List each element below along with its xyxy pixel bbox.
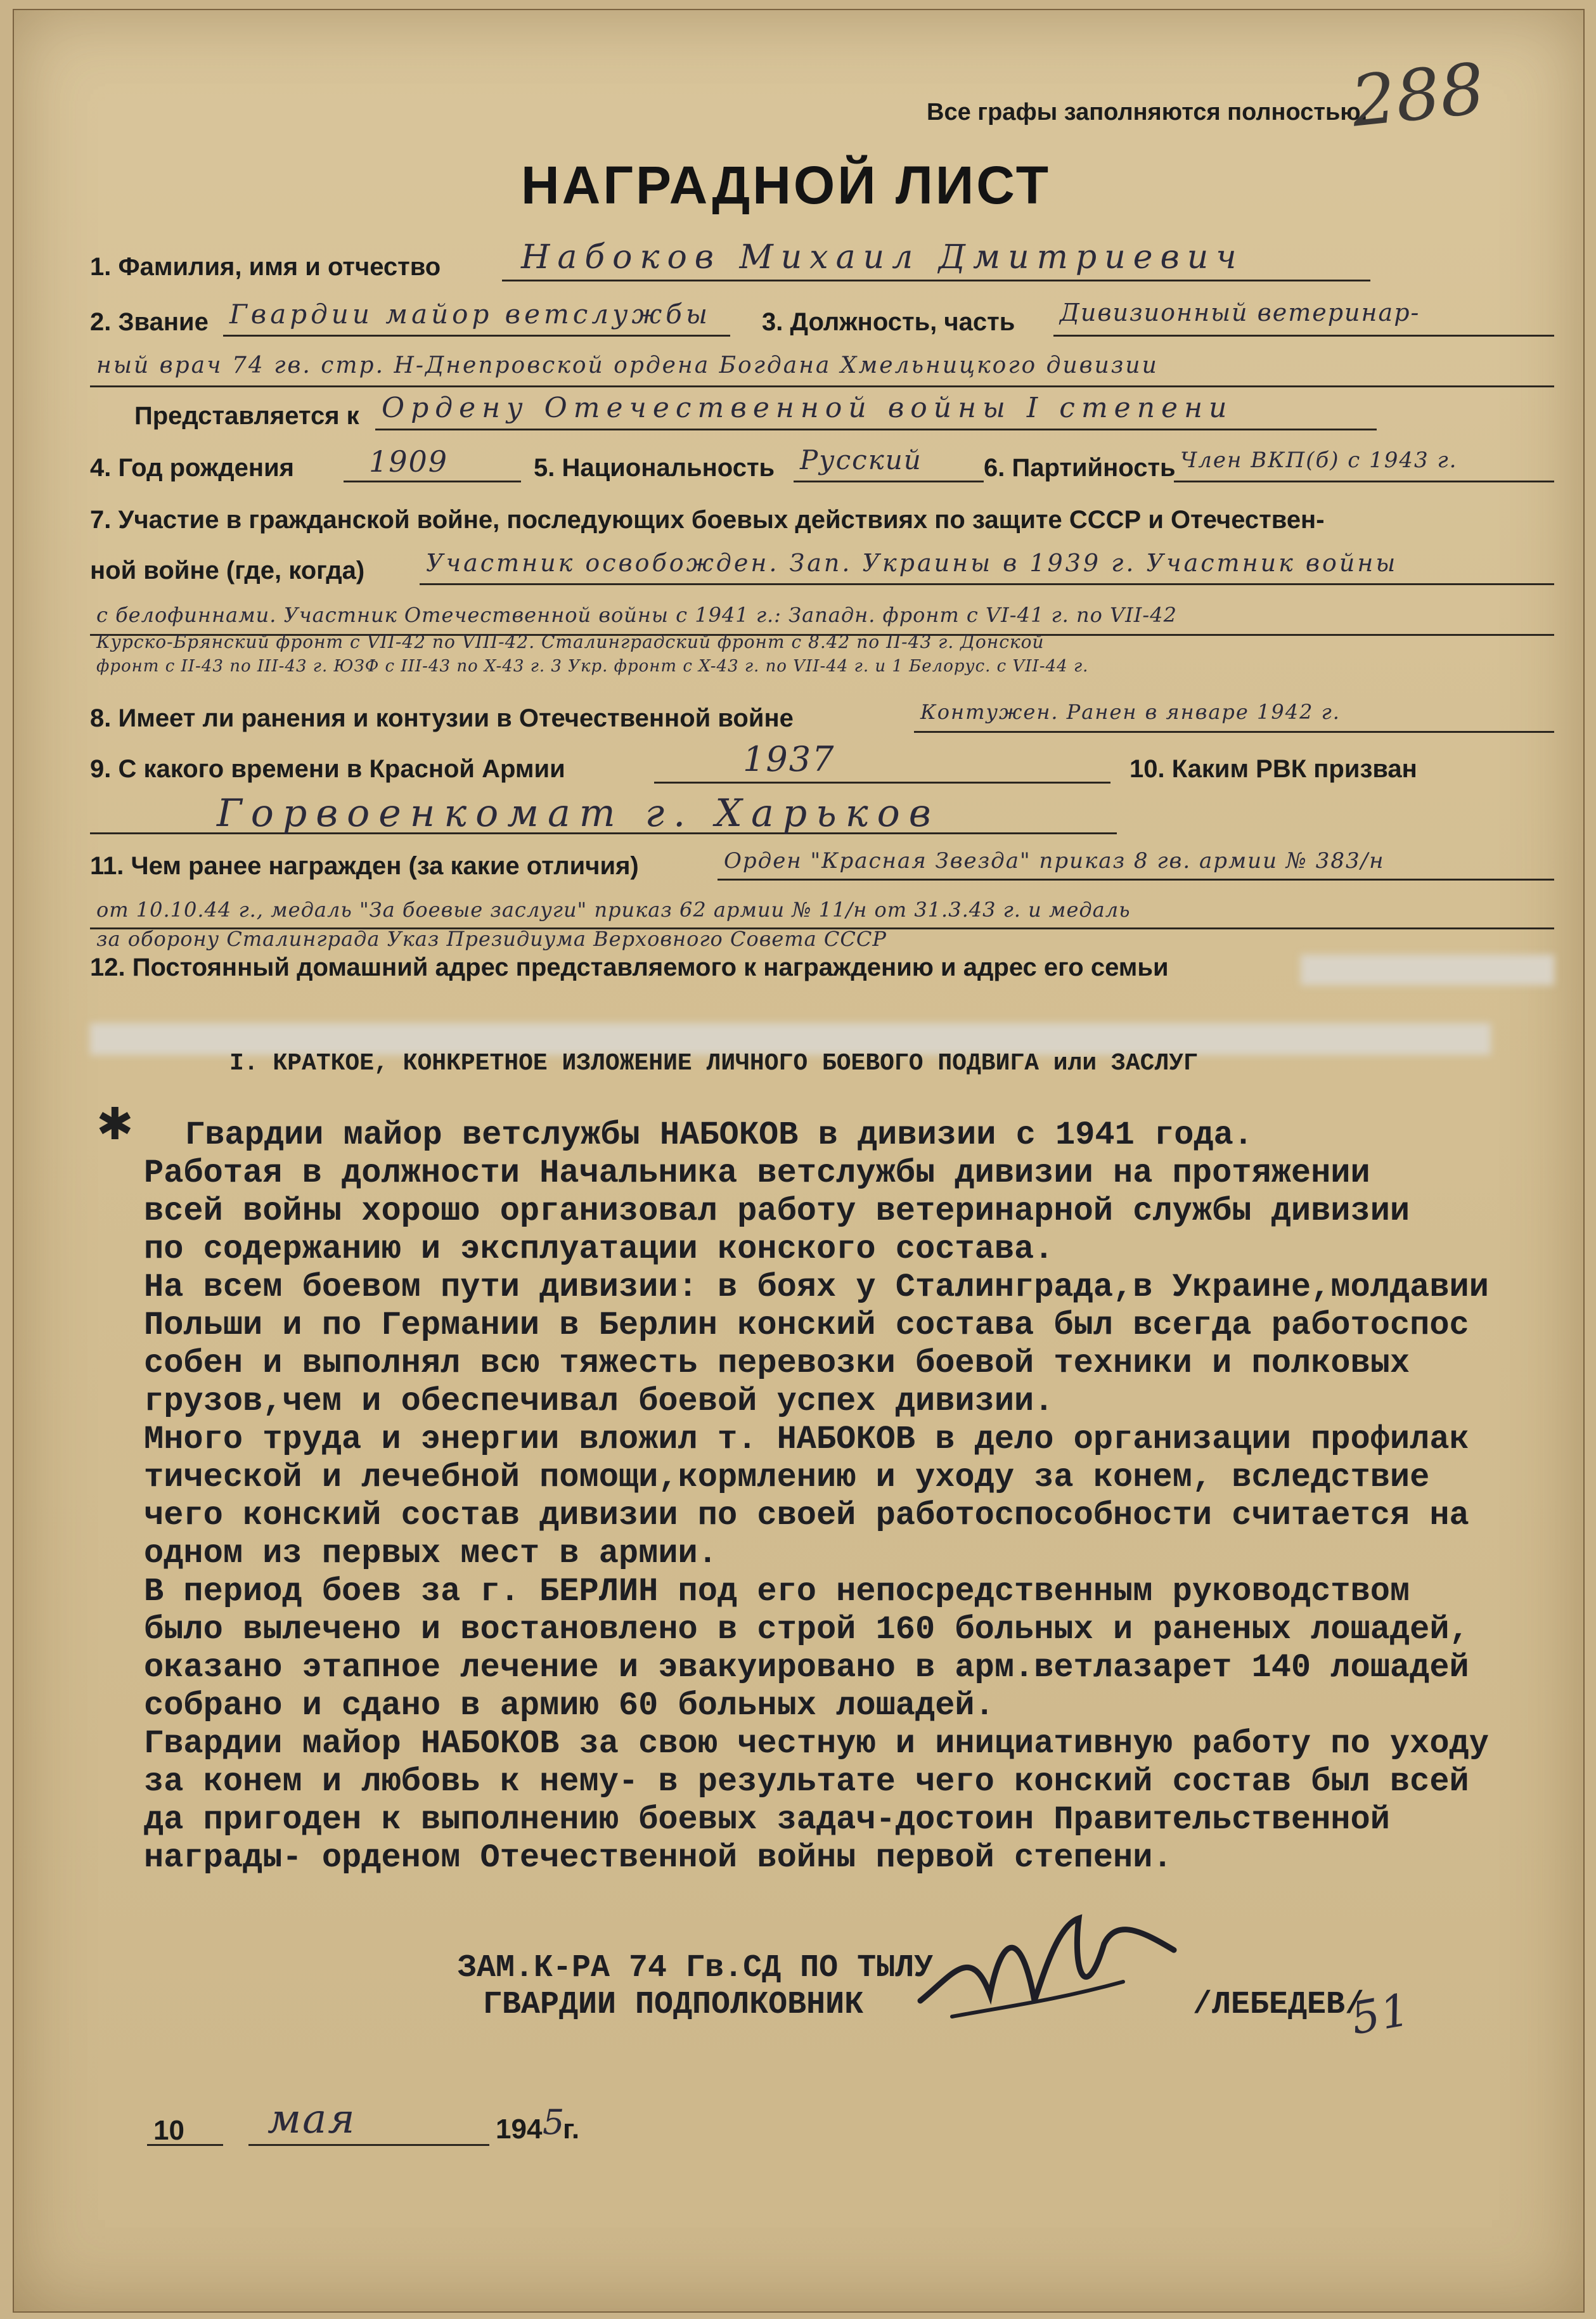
feat-line: Много труда и энергии вложил т. НАБОКОВ в дело организации профилак [144, 1421, 1469, 1458]
field-9-line [654, 782, 1110, 784]
field-7-value-2: с белофиннами. Участник Отечественной войны с 1941 г.: Западн. фронт с VI-41 г. по VII-42 [96, 603, 1177, 627]
field-12-label: 12. Постоянный домашний адрес представляемого к награждению и адрес его семьи [90, 953, 1169, 981]
feat-line: Работая в должности Начальника ветслужбы дивизии на протяжении [144, 1154, 1370, 1192]
field-7-label-1: 7. Участие в гражданской войне, последующих боевых действиях по защите СССР и Отечествен- [90, 506, 1325, 534]
field-4-line [344, 481, 521, 482]
feat-line: да пригоден к выполнению боевых задач-достоин Правительственной [144, 1801, 1390, 1838]
feat-line: за конем и любовь к нему- в результате чего конский состав был всей [144, 1763, 1469, 1800]
field-3-line-2 [90, 385, 1554, 387]
date-day-line [147, 2144, 223, 2146]
feat-line: одном из первых мест в армии. [144, 1535, 718, 1572]
field-1-line [502, 280, 1370, 281]
field-10-value: Горвоенкомат г. Харьков [217, 791, 940, 836]
document-title: НАГРАДНОЙ ЛИСТ [521, 155, 1052, 215]
feat-line: На всем боевом пути дивизии: в боях у Сталинграда,в Украине,молдавии [144, 1269, 1489, 1306]
field-1-value: Набоков Михаил Дмитриевич [521, 238, 1244, 276]
date-day: 10 [153, 2115, 184, 2146]
feat-line: Гвардии майор НАБОКОВ за свою честную и инициативную работу по уходу [144, 1725, 1489, 1762]
field-2-line [223, 335, 730, 337]
field-3-line [1053, 335, 1554, 337]
feat-line: было вылечено и востановлено в строй 160 больных и раненых лошадей, [144, 1611, 1469, 1648]
feat-line: тической и лечебной помощи,кормлению и уходу за конем, вследствие [144, 1459, 1430, 1496]
nominated-label: Представляется к [134, 402, 359, 430]
feat-line: чего конский состав дивизии по своей работоспособности считается на [144, 1497, 1469, 1534]
field-9-label: 9. С какого времени в Красной Армии [90, 755, 565, 783]
field-6-label: 6. Партийность [984, 454, 1176, 482]
feat-line: Польши и по Германии в Берлин конский состава был всегда работоспос [144, 1307, 1469, 1344]
field-9-value: 1937 [743, 739, 835, 779]
signature-name: /ЛЕБЕДЕВ/ [1193, 1987, 1365, 2023]
field-8-line [914, 731, 1554, 733]
field-6-line [1174, 481, 1554, 482]
redacted-address-1 [1301, 955, 1554, 985]
feat-line: всей войны хорошо организовал работу ветеринарной службы дивизии [144, 1192, 1410, 1230]
field-3-value-1: Дивизионный ветеринар- [1060, 299, 1420, 326]
date-year-tail: г. [563, 2114, 580, 2145]
field-11-label: 11. Чем ранее награжден (за какие отличия) [90, 852, 639, 880]
date-month-line [248, 2144, 489, 2146]
field-8-label: 8. Имеет ли ранения и контузии в Отечественной войне [90, 704, 794, 732]
star-mark-icon: ✱ [96, 1101, 134, 1149]
field-4-label: 4. Год рождения [90, 454, 294, 482]
feat-line: грузов,чем и обеспечивал боевой успех дивизии. [144, 1383, 1054, 1420]
field-2-label: 2. Звание [90, 308, 209, 336]
margin-mark: 51 [1347, 1983, 1415, 2045]
field-11-line [718, 879, 1554, 881]
feat-line: оказано этапное лечение и эвакуировано в арм.ветлазарет 140 лошадей [144, 1649, 1469, 1686]
award-sheet [13, 9, 1585, 2313]
field-7-label-2: ной войне (где, когда) [90, 557, 365, 585]
field-3-value-2: ный врач 74 гв. стр. Н-Днепровской ордена Богдана Хмельницкого дивизии [96, 352, 1159, 378]
signature-scribble [914, 1906, 1180, 2032]
field-11-value-1: Орден "Красная Звезда" приказ 8 гв. армии № 383/н [724, 848, 1385, 874]
feat-line: В период боев за г. БЕРЛИН под его непосредственным руководством [144, 1573, 1410, 1610]
field-1-label: 1. Фамилия, имя и отчество [90, 253, 441, 281]
feat-line: собен и выполнял всю тяжесть перевозки боевой техники и полковых [144, 1345, 1410, 1382]
archive-number: 288 [1347, 48, 1489, 143]
feat-line: собрано и сдано в армию 60 больных лошадей. [144, 1687, 994, 1724]
signature-title-2: ГВАРДИИ ПОДПОЛКОВНИК [483, 1987, 864, 2023]
field-7-value-3: Курско-Брянский фронт с VII-42 по VIII-42. Сталинградский фронт с 8.42 по II-43 г. Донской [96, 631, 1045, 652]
date-year-suffix: 5 [543, 2102, 566, 2142]
field-2-value: Гвардии майор ветслужбы [229, 299, 712, 330]
feat-heading: I. КРАТКОЕ, КОНКРЕТНОЕ ИЗЛОЖЕНИЕ ЛИЧНОГО БОЕВОГО ПОДВИГА или ЗАСЛУГ [229, 1050, 1198, 1077]
field-5-value: Русский [800, 444, 922, 475]
field-8-value: Контужен. Ранен в январе 1942 г. [920, 700, 1341, 724]
nominated-value: Ордену Отечественной войны I степени [382, 392, 1233, 424]
feat-line: по содержанию и эксплуатации конского состава. [144, 1231, 1054, 1268]
field-10-label: 10. Каким РВК призван [1129, 755, 1417, 783]
field-7-line-1 [420, 583, 1554, 585]
field-11-value-3: за оборону Сталинграда Указ Президиума Верховного Совета СССР [96, 927, 887, 951]
signature-title-1: ЗАМ.К-РА 74 Гв.СД ПО ТЫЛУ [458, 1950, 934, 1986]
field-5-line [794, 481, 984, 482]
date-month: мая [267, 2096, 356, 2143]
field-6-value: Член ВКП(б) с 1943 г. [1180, 448, 1458, 473]
field-4-value: 1909 [369, 444, 449, 479]
field-7-value-4: фронт с II-43 по III-43 г. ЮЗФ с III-43 по X-43 г. 3 Укр. фронт с X-43 г. по VII-44 г. и 1 Белорус. с VII-44 г. [96, 657, 1089, 676]
field-3-label: 3. Должность, часть [762, 308, 1015, 336]
feat-line: награды- орденом Отечественной войны первой степени. [144, 1839, 1173, 1877]
field-7-value-1: Участник освобожден. Зап. Украины в 1939 г. Участник войны [426, 549, 1398, 577]
date-year-prefix: 194 [496, 2114, 543, 2145]
nominated-line [375, 429, 1377, 430]
fill-instruction: Все графы заполняются полностью. [927, 99, 1368, 126]
feat-line: Гвардии майор ветслужбы НАБОКОВ в дивизии с 1941 года. [185, 1116, 1254, 1154]
field-5-label: 5. Национальность [534, 454, 775, 482]
field-11-value-2: от 10.10.44 г., медаль "За боевые заслуги" приказ 62 армии № 11/н от 31.3.43 г. и медаль [96, 898, 1131, 922]
